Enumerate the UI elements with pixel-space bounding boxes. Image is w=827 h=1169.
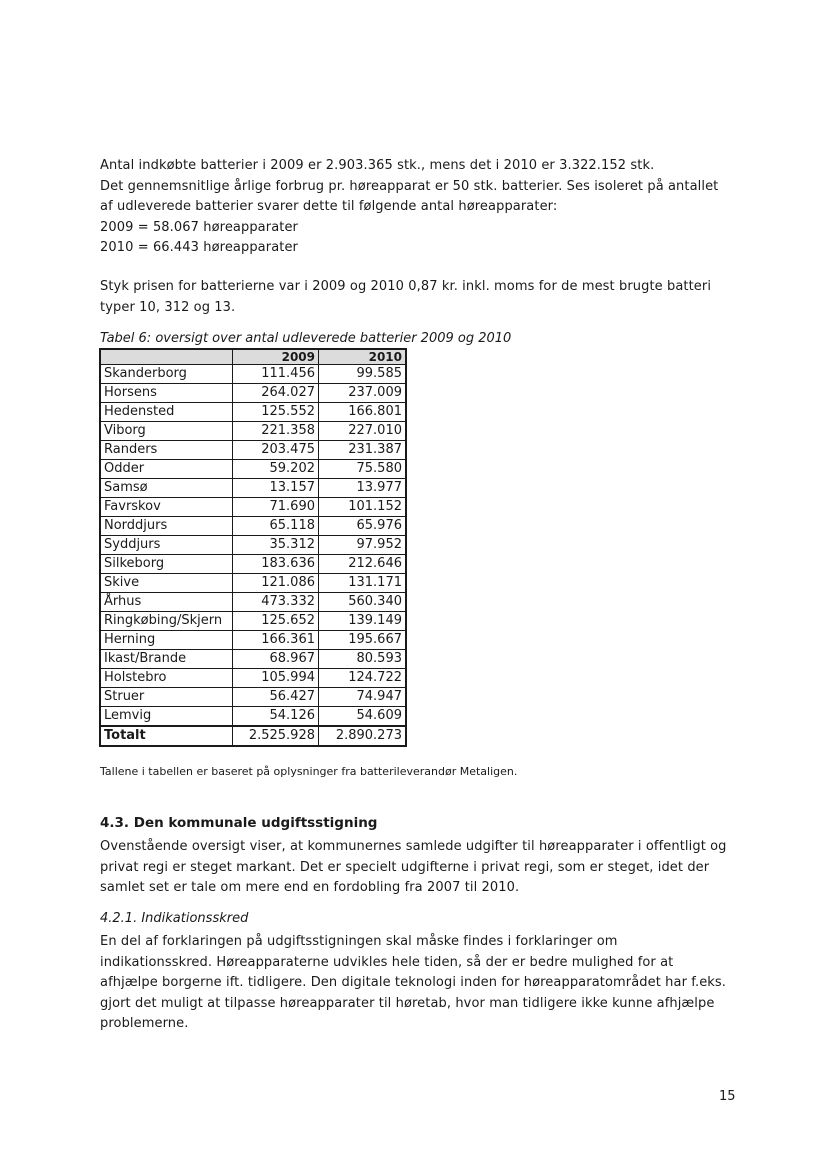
value-2009-cell: 65.118 (233, 517, 319, 536)
value-2009-cell: 473.332 (233, 593, 319, 612)
municipality-cell: Favrskov (100, 498, 233, 517)
value-2009-cell: 166.361 (233, 631, 319, 650)
table-row (100, 403, 406, 422)
table-source-note: Tallene i tabellen er baseret på oplysninger fra batterileverandør Metaligen. (100, 765, 518, 778)
municipality-cell: Syddjurs (100, 536, 233, 555)
table-row (100, 688, 406, 707)
header-cell-empty (100, 349, 233, 365)
section-paragraph (100, 837, 740, 899)
value-2009-cell: 54.126 (233, 707, 319, 727)
value-2009-cell: 105.994 (233, 669, 319, 688)
value-2010-cell: 2.890.273 (319, 726, 407, 746)
text-line: gjort det muligt at tilpasse høreapparater til høretab, hvor man tidligere ikke kunne afhjælpe (100, 995, 715, 1011)
table-row (100, 631, 406, 650)
header-cell-2010: 2010 (319, 349, 407, 365)
value-2009-cell: 56.427 (233, 688, 319, 707)
value-2010-cell: 139.149 (319, 612, 407, 631)
value-2009-cell: 59.202 (233, 460, 319, 479)
table-row (100, 517, 406, 536)
header-cell-2009: 2009 (233, 349, 319, 365)
municipality-cell: Ikast/Brande (100, 650, 233, 669)
table-header-row (100, 349, 406, 365)
value-2009-cell: 111.456 (233, 365, 319, 384)
value-2010-cell: 101.152 (319, 498, 407, 517)
municipality-cell: Struer (100, 688, 233, 707)
municipality-cell: Århus (100, 593, 233, 612)
page-number: 15 (719, 1089, 736, 1104)
table-row (100, 669, 406, 688)
value-2009-cell: 125.552 (233, 403, 319, 422)
municipality-cell: Ringkøbing/Skjern (100, 612, 233, 631)
text-line: Styk prisen for batterierne var i 2009 og 2010 0,87 kr. inkl. moms for de mest brugte batteri (100, 279, 712, 294)
value-2010-cell: 80.593 (319, 650, 407, 669)
text-line: Antal indkøbte batterier i 2009 er 2.903.365 stk., mens det i 2010 er 3.322.152 stk. (100, 158, 655, 173)
value-2009-cell: 71.690 (233, 498, 319, 517)
table-row (100, 536, 406, 555)
text-line: samlet set er tale om mere end en fordobling fra 2007 til 2010. (100, 880, 520, 895)
municipality-cell: Skanderborg (100, 365, 233, 384)
text-line: af udleverede batterier svarer dette til følgende antal høreapparater: (100, 199, 558, 214)
municipality-cell: Randers (100, 441, 233, 460)
table-row (100, 593, 406, 612)
table-row (100, 498, 406, 517)
text-line: afhjælpe borgerne ift. tidligere. Den digitale teknologi inden for høreapparatområdet har f.eks. (100, 975, 727, 990)
table-caption: Tabel 6: oversigt over antal udleverede batterier 2009 og 2010 (100, 331, 512, 346)
table-row (100, 574, 406, 593)
text-line: problemerne. (100, 1016, 189, 1031)
value-2010-cell: 560.340 (319, 593, 407, 612)
text-line: typer 10, 312 og 13. (100, 299, 236, 315)
municipality-cell: Viborg (100, 422, 233, 441)
value-2009-cell: 35.312 (233, 536, 319, 555)
value-2010-cell: 227.010 (319, 422, 407, 441)
table-total-row (100, 726, 406, 746)
value-2010-cell: 131.171 (319, 574, 407, 593)
table-row (100, 460, 406, 479)
municipality-cell: Horsens (100, 384, 233, 403)
table-row (100, 707, 406, 727)
intro-paragraph (100, 156, 740, 259)
value-2010-cell: 231.387 (319, 441, 407, 460)
text-line: indikationsskred. Høreapparaterne udvikles hele tiden, så der er bedre mulighed for at (100, 954, 674, 970)
text-line: Det gennemsnitlige årlige forbrug pr. høreapparat er 50 stk. batterier. Ses isoleret på antallet (100, 178, 719, 194)
municipality-cell: Totalt (100, 726, 233, 746)
table-row (100, 650, 406, 669)
value-2009-cell: 121.086 (233, 574, 319, 593)
value-2010-cell: 13.977 (319, 479, 407, 498)
municipality-cell: Samsø (100, 479, 233, 498)
value-2009-cell: 264.027 (233, 384, 319, 403)
value-2009-cell: 68.967 (233, 650, 319, 669)
value-2010-cell: 99.585 (319, 365, 407, 384)
value-2009-cell: 183.636 (233, 555, 319, 574)
table-row (100, 365, 406, 384)
text-line: 2010 = 66.443 høreapparater (100, 240, 298, 255)
table-row (100, 479, 406, 498)
text-line: En del af forklaringen på udgiftsstigningen skal måske findes i forklaringer om (100, 934, 618, 949)
municipality-cell: Skive (100, 574, 233, 593)
text-line: privat regi er steget markant. Det er specielt udgifterne i privat regi, som er steget, idet der (100, 859, 710, 875)
text-line: 2009 = 58.067 høreapparater (100, 219, 298, 235)
value-2009-cell: 203.475 (233, 441, 319, 460)
subsection-heading: 4.2.1. Indikationsskred (100, 911, 249, 926)
value-2010-cell: 212.646 (319, 555, 407, 574)
value-2010-cell: 237.009 (319, 384, 407, 403)
value-2010-cell: 166.801 (319, 403, 407, 422)
value-2010-cell: 97.952 (319, 536, 407, 555)
value-2009-cell: 13.157 (233, 479, 319, 498)
text-line: Ovenstående oversigt viser, at kommunernes samlede udgifter til høreapparater i offentligt og (100, 839, 727, 854)
table-row (100, 422, 406, 441)
value-2010-cell: 54.609 (319, 707, 407, 727)
battery-table (99, 348, 407, 747)
value-2009-cell: 125.652 (233, 612, 319, 631)
value-2010-cell: 195.667 (319, 631, 407, 650)
value-2010-cell: 124.722 (319, 669, 407, 688)
table-row (100, 441, 406, 460)
table-row (100, 612, 406, 631)
municipality-cell: Hedensted (100, 403, 233, 422)
value-2009-cell: 2.525.928 (233, 726, 319, 746)
municipality-cell: Odder (100, 460, 233, 479)
municipality-cell: Norddjurs (100, 517, 233, 536)
table-body (100, 365, 406, 747)
municipality-cell: Holstebro (100, 669, 233, 688)
value-2010-cell: 75.580 (319, 460, 407, 479)
value-2010-cell: 65.976 (319, 517, 407, 536)
table-row (100, 555, 406, 574)
municipality-cell: Lemvig (100, 707, 233, 727)
table-row (100, 384, 406, 403)
municipality-cell: Herning (100, 631, 233, 650)
value-2009-cell: 221.358 (233, 422, 319, 441)
value-2010-cell: 74.947 (319, 688, 407, 707)
subsection-paragraph (100, 932, 740, 1035)
municipality-cell: Silkeborg (100, 555, 233, 574)
price-paragraph (100, 277, 740, 318)
section-heading: 4.3. Den kommunale udgiftsstigning (100, 815, 378, 831)
